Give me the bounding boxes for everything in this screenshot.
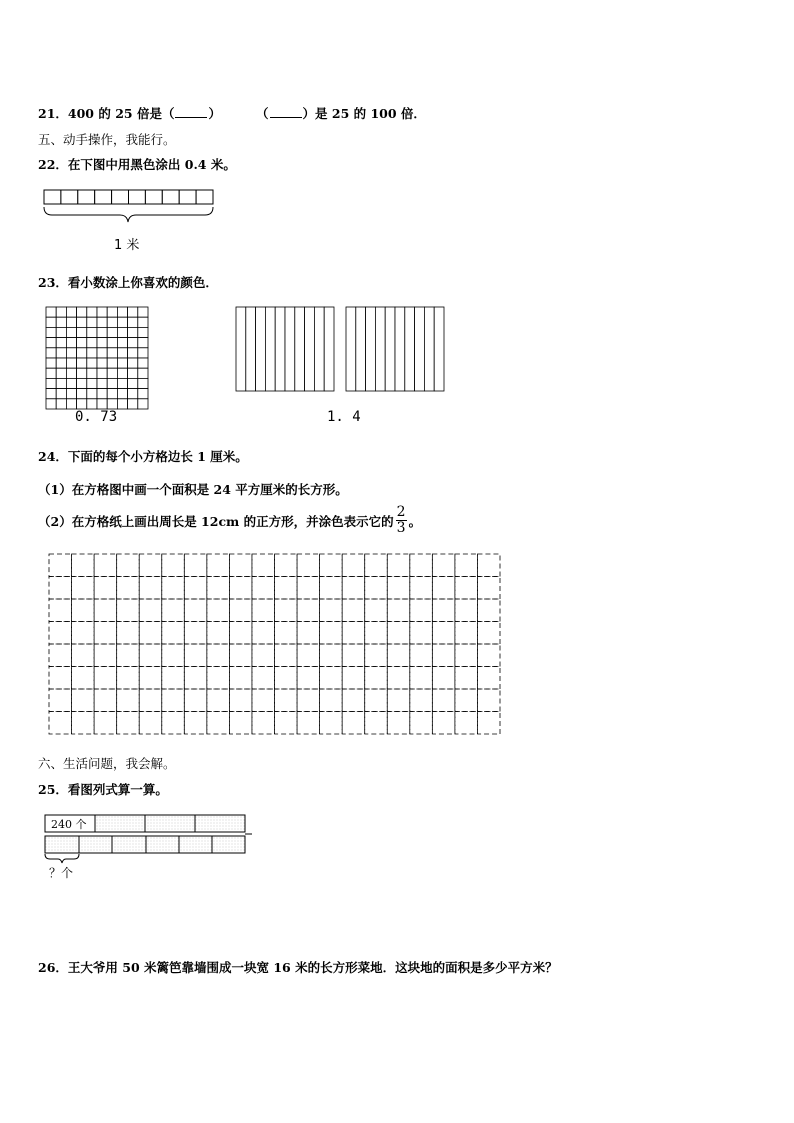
label-14: 1. 4 [327,409,361,425]
bottom-bar [45,836,245,853]
fraction-numerator: 2 [396,504,406,520]
question-number: 25． [38,782,68,797]
sub2-text: （2）在方格纸上画出周长是 12cm 的正方形，并涂色表示它的 [38,514,394,529]
label-073: 0. 73 [75,409,118,425]
ruler-label: 1 米 [114,238,140,253]
q21-part2-text: ）是 25 的 100 倍． [302,106,426,121]
section-6-title: 六、生活问题，我会解。 [38,756,176,771]
q21-part1-text: 400 的 25 倍是（ [67,106,175,121]
question-number: 22． [38,157,68,172]
question-text: 下面的每个小方格边长 1 厘米。 [67,449,248,464]
sub2-end: 。 [408,514,422,529]
top-bar-label: 240 个 [51,818,87,831]
fraction-denominator: 3 [396,520,406,536]
bottom-brace [45,854,79,863]
question-text: 王大爷用 50 米篱笆靠墙围成一块宽 16 米的长方形菜地．这块地的面积是多少平方米？ [67,960,558,975]
question-24-sub1: （1）在方格图中画一个面积是 24 平方厘米的长方形。 [38,482,348,497]
q21-part2-open: （ [256,106,269,121]
question-26 [38,958,558,976]
section-5-title: 五、动手操作，我能行。 [38,132,176,147]
question-number: 21． [38,106,68,121]
question-number: 23． [38,275,68,290]
bottom-bar-label: ？个 [49,866,74,880]
question-text: 看小数涂上你喜欢的颜色． [67,275,218,290]
question-text: 在下图中用黑色涂出 0.4 米。 [67,157,236,172]
question-number: 26． [38,960,68,975]
q21-part1-close: ） [208,106,221,121]
question-number: 24． [38,449,68,464]
question-text: 看图列式算一算。 [67,782,168,797]
top-bar [95,815,245,832]
